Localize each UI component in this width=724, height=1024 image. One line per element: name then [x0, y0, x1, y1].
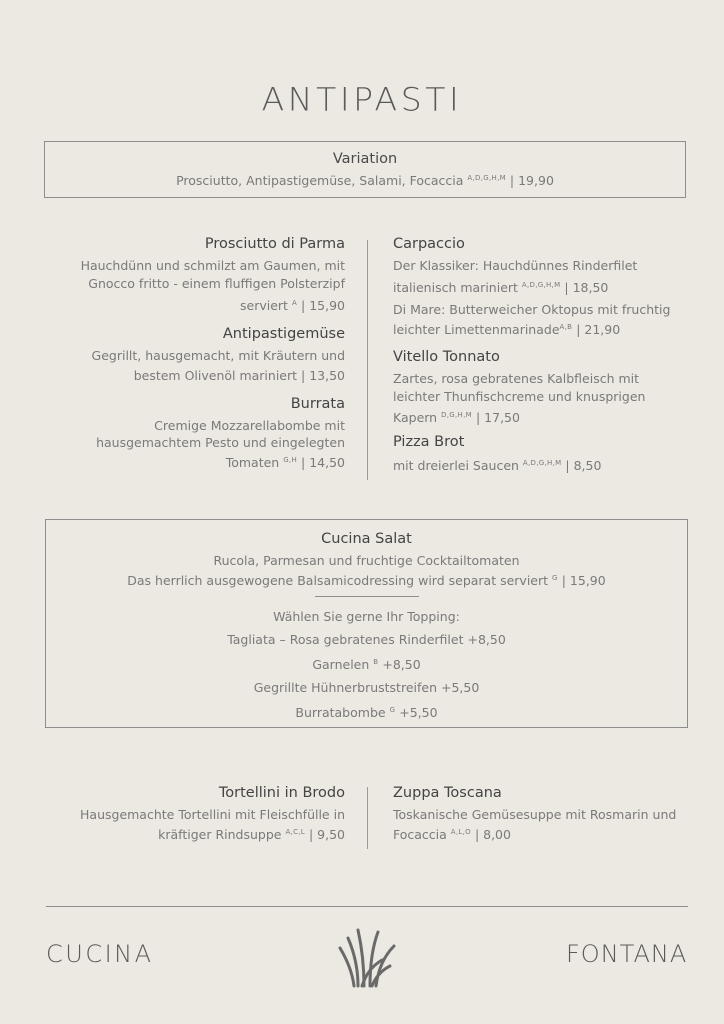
brand-right: FONTANA [566, 940, 688, 968]
antipasti-left-column [56, 234, 345, 471]
item-name: Tortellini in Brodo [218, 785, 345, 801]
allergen-codes: A,C,L [285, 827, 305, 836]
price: | 9,50 [308, 826, 345, 842]
menu-item: Carpaccio Der Klassiker: Hauchdünnes Rinderfilet italienisch mariniert $^{A,D,G,H,M}$ | 18,50 Di Mare: Butterweicher Oktopus mit fruchtig leichter Limettenmarinade$^{A,B}$ | 21,90 [393, 234, 693, 338]
menu-item: Vitello Tonnato Zartes, rosa gebratenes Kalbfleisch mit leichter Thunfischcreme und knusprigen Kapern $^{D,G,H,M}$ | 17,50 [393, 347, 693, 427]
price: | 17,50 [475, 410, 520, 425]
price: | 8,50 [565, 457, 602, 473]
topping-intro: Wählen Sie gerne Ihr Topping: [273, 609, 460, 624]
item-name: Vitello Tonnato [393, 349, 500, 365]
item-name: Antipastigemüse [222, 325, 345, 342]
allergen-codes: A,D,G,H,M [521, 280, 561, 289]
topping-item: Garnelen $^B$ +8,50 [312, 657, 421, 672]
menu-item: Prosciutto di Parma Hauchdünn und schmilzt am Gaumen, mit Gnocco fritto - einem fluffigen Polsterzipf serviert $^A$ | 15,90 [56, 234, 345, 315]
menu-item: Pizza Brot mit dreierlei Saucen $^{A,D,G,H,M}$ | 8,50 [393, 432, 693, 475]
variation-box [44, 141, 686, 198]
allergen-codes: A [291, 299, 298, 307]
allergen-codes: G [389, 706, 396, 714]
item-name: Burrata [290, 395, 345, 412]
antipasti-right-column [393, 234, 693, 474]
price: | 8,00 [474, 826, 511, 842]
price: | 21,90 [576, 321, 621, 337]
item-name: Prosciutto di Parma [204, 236, 345, 252]
menu-item: Antipastigemüse Gegrillt, hausgemacht, mit Kräutern und bestem Olivenöl mariniert | 13,50 [56, 324, 345, 385]
topping-item: Gegrillte Hühnerbruststreifen +5,50 [253, 680, 480, 695]
variation-description: Prosciutto, Antipastigemüse, Salami, Focaccia $^{A,D,G,H,M}$ | 19,90 [176, 173, 554, 188]
price: +8,50 [467, 632, 506, 647]
salad-name: Cucina Salat [321, 531, 412, 547]
allergen-codes: A,D,G,H,M [522, 458, 562, 467]
price: | 18,50 [564, 279, 609, 295]
item-name: Zuppa Toscana [393, 785, 502, 801]
column-divider [367, 240, 368, 480]
price: | 13,50 [301, 368, 345, 383]
topping-item: Tagliata – Rosa gebratenes Rinderfilet +8,50 [227, 632, 506, 647]
topping-item: Burratabombe $^G$ +5,50 [295, 705, 438, 720]
divider [315, 596, 419, 597]
footer-divider [46, 906, 688, 907]
allergen-codes: G [552, 573, 558, 582]
price: | 15,90 [561, 572, 606, 588]
allergen-codes: A,D,G,H,M [467, 174, 506, 182]
soup-right: Zuppa Toscana Toskanische Gemüsesuppe mit Rosmarin und Focaccia $^{A,L,O}$ | 8,00 [393, 783, 693, 843]
price: | 14,50 [301, 454, 345, 470]
soup-left: Tortellini in Brodo Hausgemachte Tortellini mit Fleischfülle in kräftiger Rindsuppe $^{A,C,L}$ | 9,50 [56, 783, 345, 843]
allergen-codes: D,G,H,M [441, 411, 472, 419]
item-name: Carpaccio [393, 236, 465, 252]
page-title: ANTIPASTI [261, 80, 463, 119]
allergen-codes: G,H [283, 455, 298, 464]
price: | 19,90 [509, 173, 554, 188]
price: +8,50 [382, 657, 421, 672]
column-divider [367, 787, 368, 849]
reed-logo-icon [336, 922, 398, 990]
price: | 15,90 [301, 298, 345, 313]
allergen-codes: A,B [559, 322, 573, 331]
salad-box: Cucina Salat Rucola, Parmesan und fruchtige Cocktailtomaten Das herrlich ausgewogene Balsamicodressing wird separat serviert $^G$ | 15,90 Wählen Sie gerne Ihr Topping: Tagliata – Rosa gebratenes Rinderfilet +8,50 Garnelen $^B$ +8,50 Gegrillte Hühnerbruststreifen +5,50 Burratabombe $^G$ +5,50 [45, 519, 688, 728]
price: +5,50 [440, 680, 480, 695]
menu-item: Burrata Cremige Mozzarellabombe mit hausgemachtem Pesto und eingelegten Tomaten $^{G,H}$ | 14,50 [56, 394, 345, 472]
item-name: Pizza Brot [393, 433, 465, 450]
allergen-codes: A,L,O [450, 827, 471, 836]
allergen-codes: B [373, 658, 379, 666]
price: +5,50 [399, 705, 438, 720]
brand-left: CUCINA [46, 940, 154, 968]
variation-name: Variation [332, 151, 398, 167]
